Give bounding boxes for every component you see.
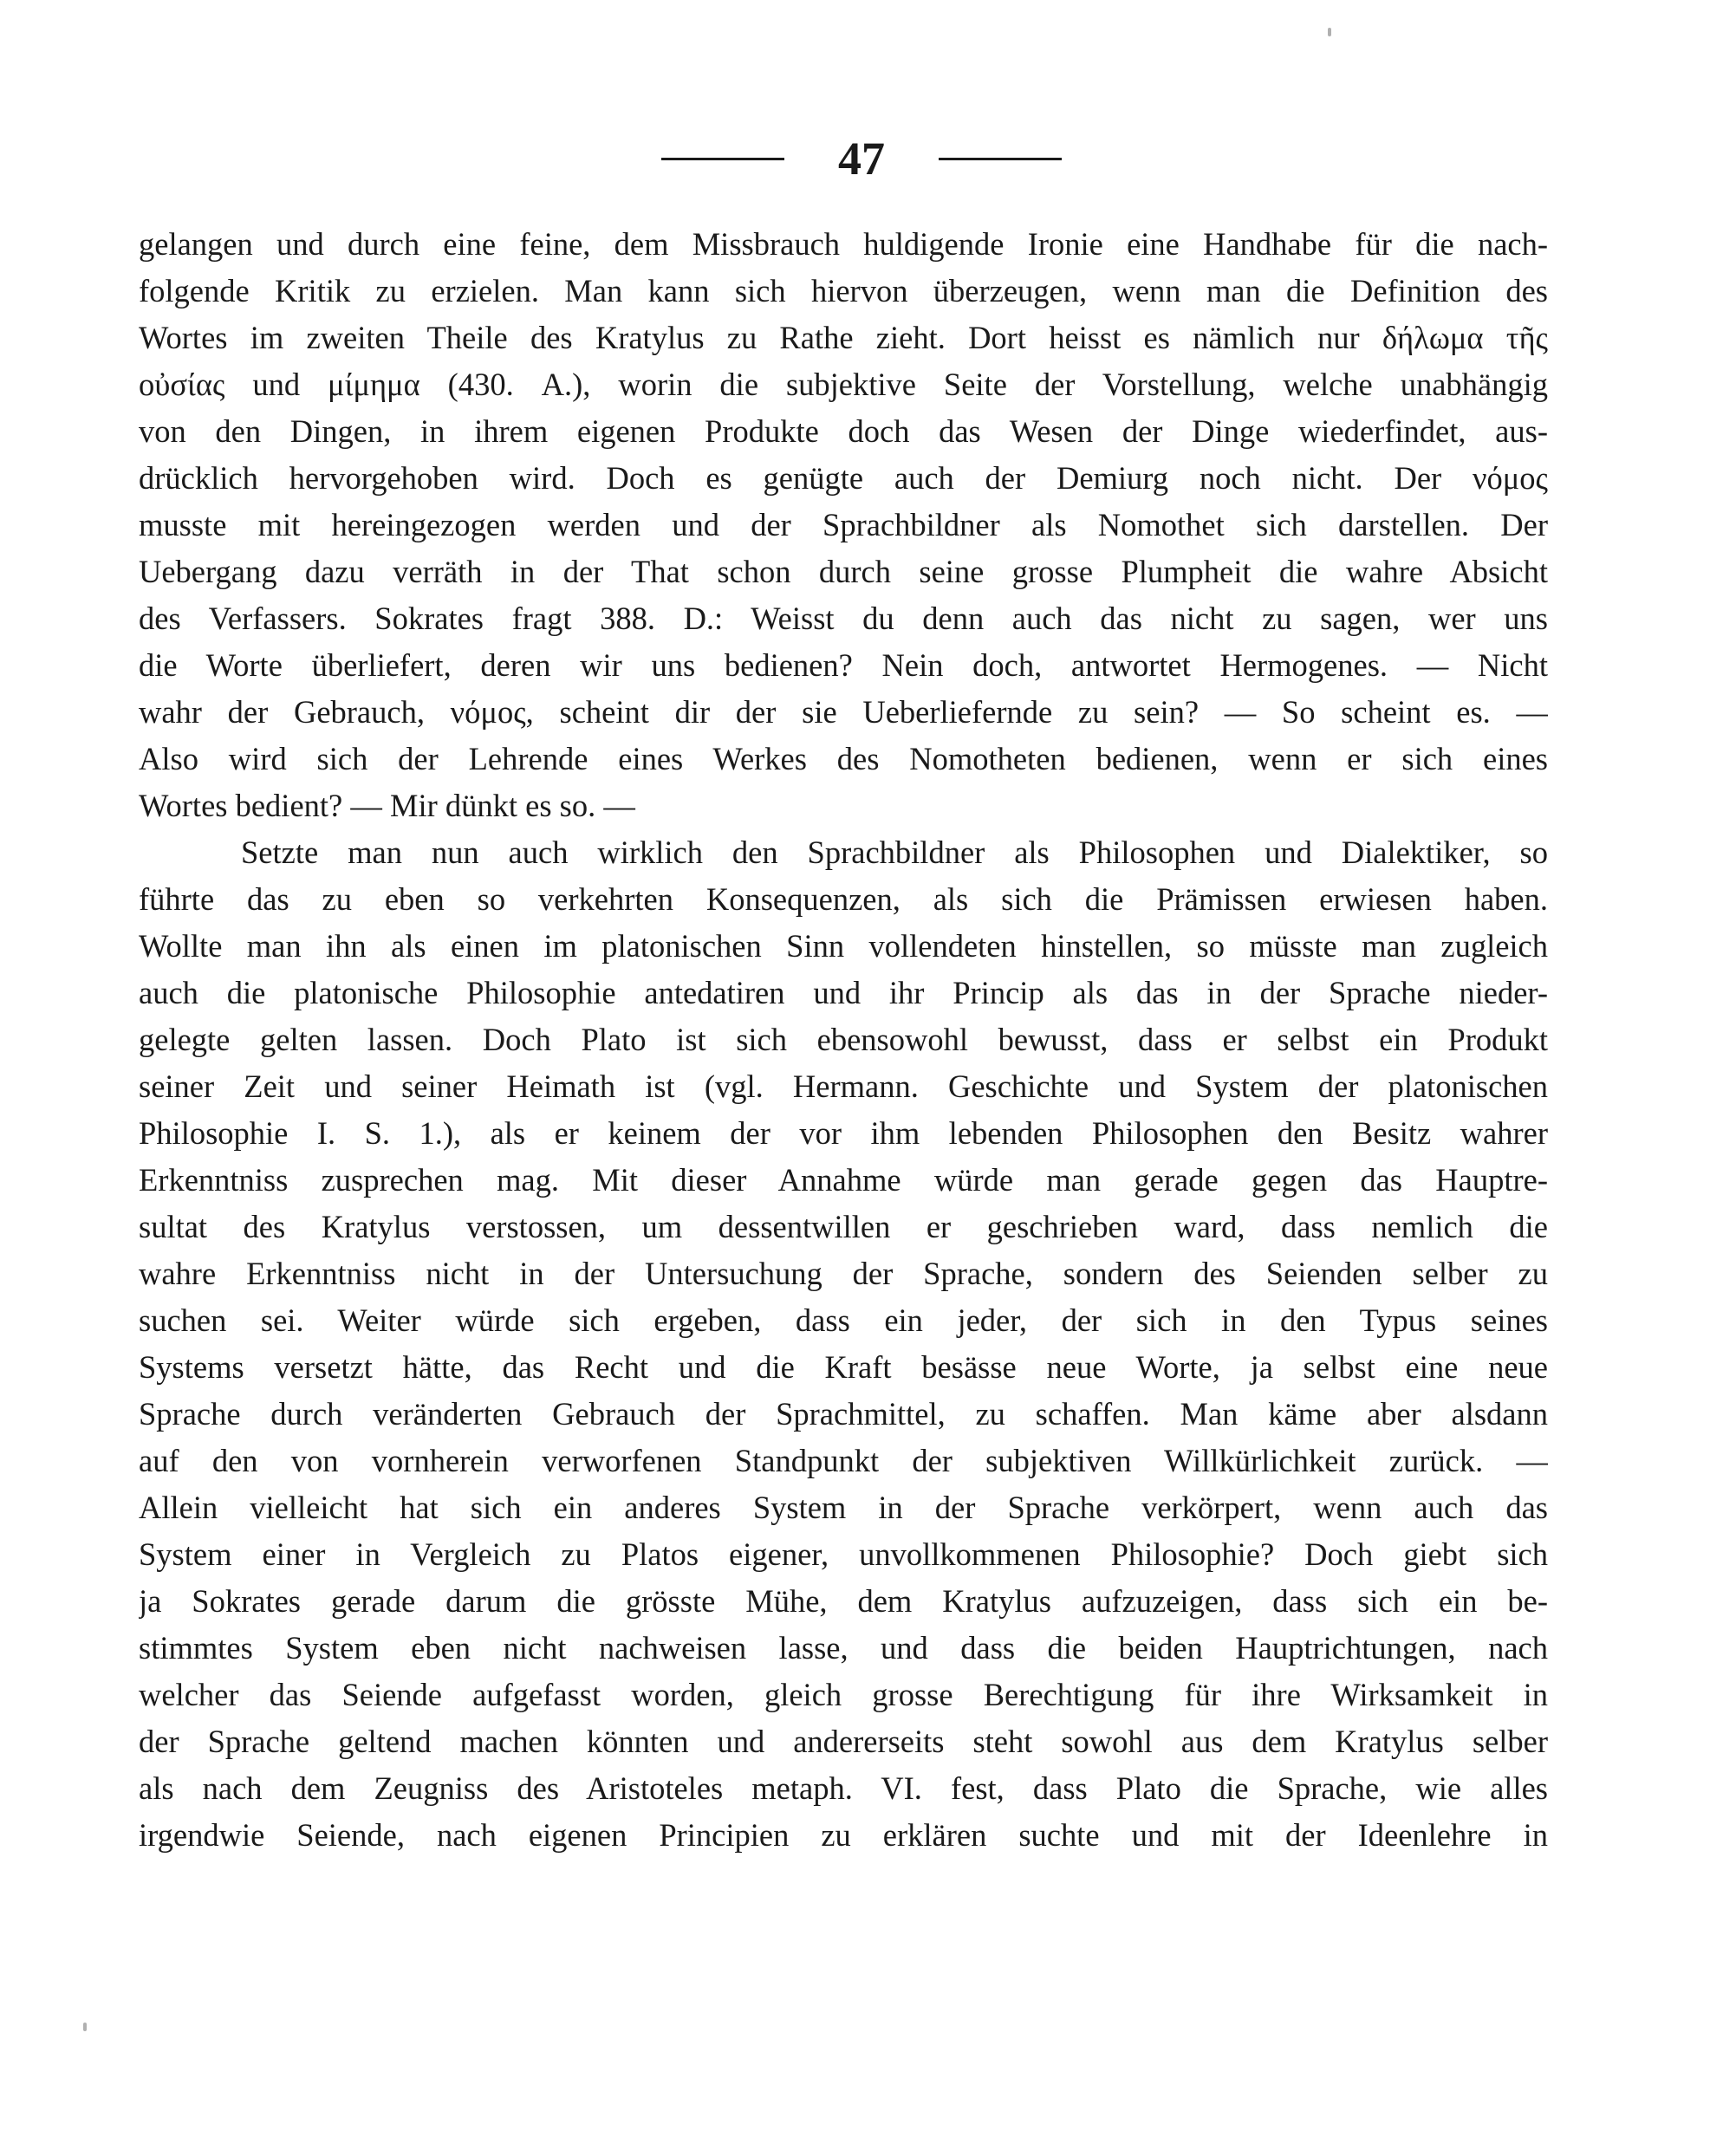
text-line: System einer in Vergleich zu Platos eigener, unvollkommenen Philosophie? Doch giebt sich xyxy=(139,1536,1548,1572)
text-line: gelangen und durch eine feine, dem Missbrauch huldigende Ironie eine Handhabe für die nach- xyxy=(139,226,1548,262)
text-line: des Verfassers. Sokrates fragt 388. D.: Weisst du denn auch das nicht zu sagen, wer uns xyxy=(139,601,1548,636)
text-line: seiner Zeit und seiner Heimath ist (vgl. Hermann. Geschichte und System der platonischen xyxy=(139,1068,1548,1104)
text-line: stimmtes System eben nicht nachweisen lasse, und dass die beiden Hauptrichtungen, nach xyxy=(139,1630,1548,1666)
header-rule-left xyxy=(661,158,784,160)
text-line: von den Dingen, in ihrem eigenen Produkte doch das Wesen der Dinge wiederfindet, aus- xyxy=(139,413,1548,449)
text-line: Sprache durch veränderten Gebrauch der Sprachmittel, zu schaffen. Man käme aber alsdann xyxy=(139,1396,1548,1432)
text-line: suchen sei. Weiter würde sich ergeben, dass ein jeder, der sich in den Typus seines xyxy=(139,1302,1548,1338)
text-line: gelegte gelten lassen. Doch Plato ist sich ebensowohl bewusst, dass er selbst ein Produkt xyxy=(139,1022,1548,1057)
page-number: 47 xyxy=(838,133,885,185)
text-line: Philosophie I. S. 1.), als er keinem der vor ihm lebenden Philosophen den Besitz wahrer xyxy=(139,1115,1548,1151)
text-line: folgende Kritik zu erzielen. Man kann sich hiervon überzeugen, wenn man die Definition des xyxy=(139,273,1548,308)
text-line: ja Sokrates gerade darum die grösste Mühe, dem Kratylus aufzuzeigen, dass sich ein be- xyxy=(139,1583,1548,1619)
text-line: auf den von vornherein verworfenen Standpunkt der subjektiven Willkürlichkeit zurück. — xyxy=(139,1443,1548,1478)
text-line: Erkenntniss zusprechen mag. Mit dieser Annahme würde man gerade gegen das Hauptre- xyxy=(139,1162,1548,1198)
scan-speck xyxy=(83,2023,87,2031)
paragraph-start-line: Setzte man nun auch wirklich den Sprachbildner als Philosophen und Dialektiker, so xyxy=(241,834,1548,870)
text-line: sultat des Kratylus verstossen, um dessentwillen er geschrieben ward, dass nemlich die xyxy=(139,1209,1548,1244)
text-line: irgendwie Seiende, nach eigenen Principien zu erklären suchte und mit der Ideenlehre in xyxy=(139,1817,1548,1853)
text-line: οὐσίας und μίμημα (430. A.), worin die subjektive Seite der Vorstellung, welche unabhängig xyxy=(139,367,1548,402)
text-line: als nach dem Zeugniss des Aristoteles metaph. VI. fest, dass Plato die Sprache, wie alles xyxy=(139,1770,1548,1806)
text-line: wahr der Gebrauch, νόμος, scheint dir der sie Ueberliefernde zu sein? — So scheint es. — xyxy=(139,694,1548,730)
text-line: die Worte überliefert, deren wir uns bedienen? Nein doch, antwortet Hermogenes. — Nicht xyxy=(139,647,1548,683)
text-line: musste mit hereingezogen werden und der Sprachbildner als Nomothet sich darstellen. Der xyxy=(139,507,1548,542)
header-rule-right xyxy=(939,158,1062,160)
text-line: der Sprache geltend machen könnten und andererseits steht sowohl aus dem Kratylus selber xyxy=(139,1724,1548,1759)
text-line: Wollte man ihn als einen im platonischen Sinn vollendeten hinstellen, so müsste man zugleich xyxy=(139,928,1548,964)
text-line: drücklich hervorgehoben wird. Doch es genügte auch der Demiurg noch nicht. Der νόμος xyxy=(139,460,1548,496)
page-header xyxy=(0,128,1723,189)
paragraph-end-line: Wortes bedient? — Mir dünkt es so. — xyxy=(139,788,635,823)
scan-speck xyxy=(1328,28,1331,36)
body-text xyxy=(139,221,1548,1859)
text-line: führte das zu eben so verkehrten Konsequenzen, als sich die Prämissen erwiesen haben. xyxy=(139,881,1548,917)
text-line: Systems versetzt hätte, das Recht und die Kraft besässe neue Worte, ja selbst eine neue xyxy=(139,1349,1548,1385)
text-line: auch die platonische Philosophie antedatiren und ihr Princip als das in der Sprache nieder- xyxy=(139,975,1548,1010)
text-line: welcher das Seiende aufgefasst worden, gleich grosse Berechtigung für ihre Wirksamkeit in xyxy=(139,1677,1548,1712)
text-line: Also wird sich der Lehrende eines Werkes des Nomotheten bedienen, wenn er sich eines xyxy=(139,741,1548,776)
text-line: wahre Erkenntniss nicht in der Untersuchung der Sprache, sondern des Seienden selber zu xyxy=(139,1256,1548,1291)
text-line: Uebergang dazu verräth in der That schon durch seine grosse Plumpheit die wahre Absicht xyxy=(139,554,1548,589)
text-line: Wortes im zweiten Theile des Kratylus zu Rathe zieht. Dort heisst es nämlich nur δήλωμα τῆς xyxy=(139,320,1548,355)
text-line: Allein vielleicht hat sich ein anderes System in der Sprache verkörpert, wenn auch das xyxy=(139,1490,1548,1525)
